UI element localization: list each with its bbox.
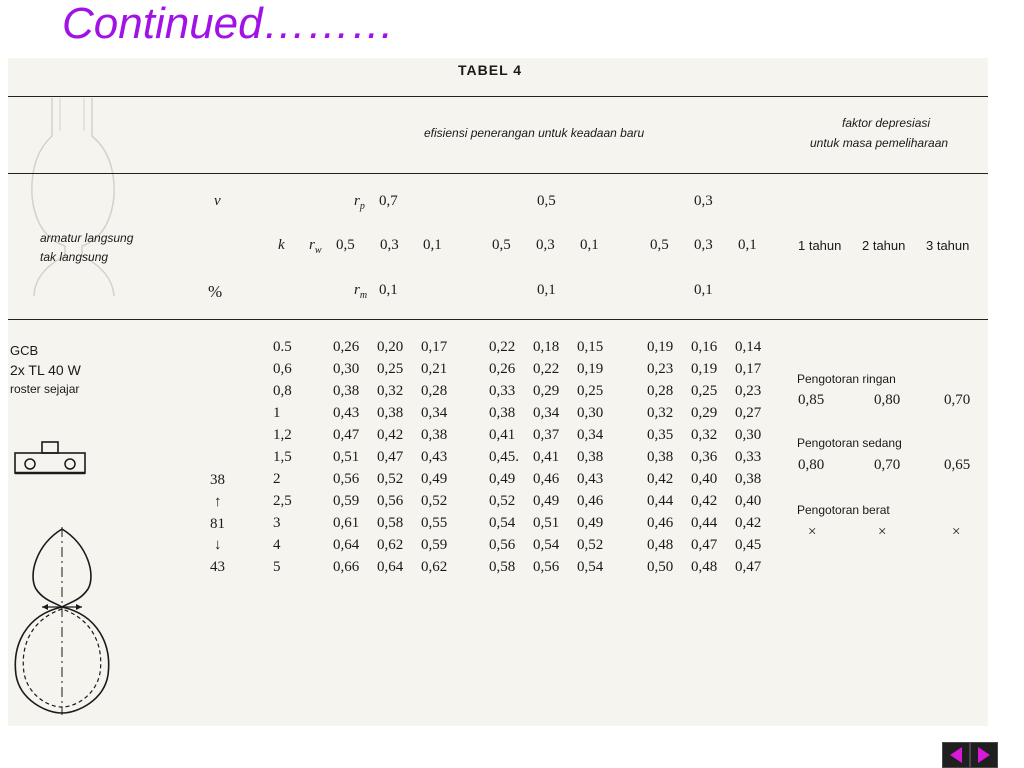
efficiency-cell: 0,43 — [421, 449, 448, 465]
depreciation-header-line1: faktor depresiasi — [842, 116, 931, 130]
rw-value: 0,1 — [738, 237, 757, 253]
dirt-medium-value: 0,65 — [944, 457, 971, 473]
efficiency-cell: 0,43 — [577, 471, 604, 487]
dirt-heavy-label: Pengotoran berat — [797, 503, 890, 517]
v-arrow-down: ↓ — [214, 537, 222, 553]
efficiency-cell: 0,38 — [489, 405, 516, 421]
rw-value: 0,5 — [492, 237, 511, 253]
rw-value: 0,5 — [336, 237, 355, 253]
efficiency-cell: 0,49 — [489, 471, 516, 487]
symbol-percent: % — [208, 282, 223, 301]
v-value: 43 — [210, 559, 225, 575]
ceiling-fixture-icon — [14, 440, 86, 476]
dirt-medium-value: 0,80 — [798, 457, 825, 473]
efficiency-cell: 0,32 — [377, 383, 404, 399]
v-value: 81 — [210, 516, 225, 532]
efficiency-cell: 0,54 — [533, 537, 560, 553]
efficiency-cell: 0,21 — [421, 361, 448, 377]
efficiency-cell: 0,44 — [691, 515, 718, 531]
efficiency-cell: 0,45. — [489, 449, 519, 465]
efficiency-cell: 0,49 — [533, 493, 560, 509]
efficiency-cell: 0,58 — [489, 559, 516, 575]
efficiency-cell: 0,50 — [647, 559, 674, 575]
efficiency-cell: 0,29 — [691, 405, 718, 421]
prev-slide-button[interactable] — [942, 742, 970, 768]
efficiency-cell: 0,58 — [377, 515, 404, 531]
table-title: TABEL 4 — [458, 62, 523, 78]
k-value: 2,5 — [273, 493, 292, 509]
rw-value: 0,1 — [580, 237, 599, 253]
efficiency-cell: 0,47 — [691, 537, 718, 553]
ghost-lamp-outline-icon — [20, 96, 130, 336]
fixture-type-label-1: armatur langsung — [40, 231, 134, 245]
efficiency-cell: 0,52 — [489, 493, 516, 509]
efficiency-cell: 0,18 — [533, 339, 560, 355]
prev-arrow-icon — [950, 747, 962, 763]
efficiency-cell: 0,59 — [421, 537, 448, 553]
efficiency-cell: 0,41 — [533, 449, 560, 465]
efficiency-cell: 0,52 — [377, 471, 404, 487]
rm-value: 0,1 — [537, 282, 556, 298]
efficiency-cell: 0,38 — [735, 471, 762, 487]
symbol-rw: $r_w$ — [309, 237, 322, 256]
efficiency-cell: 0,56 — [533, 559, 560, 575]
k-value: 3 — [273, 515, 281, 531]
k-value: 1,2 — [273, 427, 292, 443]
efficiency-cell: 0,38 — [377, 405, 404, 421]
k-value: 0,8 — [273, 383, 292, 399]
efficiency-cell: 0,49 — [421, 471, 448, 487]
v-arrow-up: ↑ — [214, 494, 222, 510]
efficiency-cell: 0,38 — [333, 383, 360, 399]
rp-value: 0,3 — [694, 193, 713, 209]
efficiency-cell: 0,54 — [577, 559, 604, 575]
efficiency-cell: 0,42 — [691, 493, 718, 509]
efficiency-cell: 0,40 — [691, 471, 718, 487]
efficiency-cell: 0,47 — [377, 449, 404, 465]
efficiency-cell: 0,46 — [533, 471, 560, 487]
year-header: 2 tahun — [862, 238, 906, 253]
efficiency-cell: 0,14 — [735, 339, 762, 355]
efficiency-cell: 0,33 — [489, 383, 516, 399]
rw-value: 0,3 — [380, 237, 399, 253]
efficiency-cell: 0,25 — [577, 383, 604, 399]
dirt-light-value: 0,80 — [874, 392, 901, 408]
efficiency-cell: 0,38 — [577, 449, 604, 465]
top-rule — [8, 96, 988, 97]
efficiency-cell: 0,34 — [533, 405, 560, 421]
efficiency-cell: 0,28 — [647, 383, 674, 399]
efficiency-cell: 0,42 — [735, 515, 762, 531]
symbol-rm: $r_m$ — [354, 282, 368, 301]
depreciation-header-line2: untuk masa pemeliharaan — [810, 136, 949, 150]
efficiency-cell: 0,47 — [735, 559, 762, 575]
dirt-heavy-value: × — [808, 524, 817, 540]
efficiency-cell: 0,29 — [533, 383, 560, 399]
efficiency-cell: 0,59 — [333, 493, 360, 509]
efficiency-cell: 0,44 — [647, 493, 674, 509]
k-value: 4 — [273, 537, 281, 553]
efficiency-cell: 0,51 — [533, 515, 560, 531]
efficiency-cell: 0,45 — [735, 537, 762, 553]
efficiency-cell: 0,33 — [735, 449, 762, 465]
body-rule — [8, 319, 988, 320]
efficiency-cell: 0,17 — [421, 339, 448, 355]
efficiency-cell: 0,23 — [647, 361, 674, 377]
efficiency-cell: 0,42 — [377, 427, 404, 443]
k-value: 0.5 — [273, 339, 292, 355]
efficiency-cell: 0,62 — [377, 537, 404, 553]
efficiency-cell: 0,64 — [377, 559, 404, 575]
fixture-lamp: 2x TL 40 W — [10, 362, 81, 378]
symbol-rp: $r_p$ — [354, 193, 365, 212]
efficiency-cell: 0,30 — [735, 427, 762, 443]
efficiency-cell: 0,46 — [647, 515, 674, 531]
efficiency-cell: 0,64 — [333, 537, 360, 553]
efficiency-cell: 0,30 — [577, 405, 604, 421]
efficiency-cell: 0,36 — [691, 449, 718, 465]
efficiency-cell: 0,49 — [577, 515, 604, 531]
rw-value: 0,3 — [536, 237, 555, 253]
fixture-name: GCB — [10, 343, 39, 358]
rm-value: 0,1 — [379, 282, 398, 298]
efficiency-cell: 0,30 — [333, 361, 360, 377]
dirt-heavy-value: × — [878, 524, 887, 540]
efficiency-cell: 0,35 — [647, 427, 674, 443]
efficiency-cell: 0,22 — [489, 339, 516, 355]
efficiency-cell: 0,55 — [421, 515, 448, 531]
efficiency-cell: 0,47 — [333, 427, 360, 443]
efficiency-cell: 0,22 — [533, 361, 560, 377]
fixture-louvre: roster sejajar — [10, 382, 80, 396]
efficiency-cell: 0,26 — [489, 361, 516, 377]
efficiency-cell: 0,56 — [377, 493, 404, 509]
k-value: 5 — [273, 559, 281, 575]
efficiency-cell: 0,19 — [577, 361, 604, 377]
efficiency-cell: 0,52 — [421, 493, 448, 509]
efficiency-cell: 0,56 — [333, 471, 360, 487]
rw-value: 0,5 — [650, 237, 669, 253]
year-header: 3 tahun — [926, 238, 970, 253]
k-value: 2 — [273, 471, 281, 487]
efficiency-cell: 0,37 — [533, 427, 560, 443]
dirt-light-value: 0,85 — [798, 392, 825, 408]
dirt-heavy-value: × — [952, 524, 961, 540]
efficiency-cell: 0,32 — [647, 405, 674, 421]
symbol-k: k — [278, 237, 285, 253]
efficiency-cell: 0,15 — [577, 339, 604, 355]
efficiency-cell: 0,23 — [735, 383, 762, 399]
efficiency-cell: 0,48 — [647, 537, 674, 553]
efficiency-cell: 0,19 — [691, 361, 718, 377]
rw-value: 0,1 — [423, 237, 442, 253]
efficiency-cell: 0,61 — [333, 515, 360, 531]
dirt-medium-label: Pengotoran sedang — [797, 436, 902, 450]
efficiency-cell: 0,40 — [735, 493, 762, 509]
efficiency-cell: 0,16 — [691, 339, 718, 355]
efficiency-cell: 0,17 — [735, 361, 762, 377]
slide-title: Continued……… — [62, 0, 395, 48]
efficiency-cell: 0,46 — [577, 493, 604, 509]
k-value: 1 — [273, 405, 281, 421]
efficiency-cell: 0,41 — [489, 427, 516, 443]
efficiency-cell: 0,26 — [333, 339, 360, 355]
efficiency-cell: 0,32 — [691, 427, 718, 443]
efficiency-cell: 0,27 — [735, 405, 762, 421]
year-header: 1 tahun — [798, 238, 842, 253]
dirt-medium-value: 0,70 — [874, 457, 901, 473]
efficiency-cell: 0,42 — [647, 471, 674, 487]
efficiency-cell: 0,66 — [333, 559, 360, 575]
efficiency-cell: 0,48 — [691, 559, 718, 575]
efficiency-cell: 0,38 — [647, 449, 674, 465]
efficiency-cell: 0,56 — [489, 537, 516, 553]
k-value: 1,5 — [273, 449, 292, 465]
symbol-v: v — [214, 193, 221, 209]
rp-value: 0,5 — [537, 193, 556, 209]
fixture-type-label-2: tak langsung — [40, 250, 109, 264]
rp-value: 0,7 — [379, 193, 398, 209]
efficiency-cell: 0,38 — [421, 427, 448, 443]
efficiency-cell: 0,25 — [691, 383, 718, 399]
efficiency-cell: 0,34 — [421, 405, 448, 421]
efficiency-cell: 0,51 — [333, 449, 360, 465]
efficiency-header: efisiensi penerangan untuk keadaan baru — [424, 126, 645, 140]
efficiency-cell: 0,43 — [333, 405, 360, 421]
header-rule — [8, 173, 988, 174]
next-arrow-icon — [978, 747, 990, 763]
efficiency-cell: 0,54 — [489, 515, 516, 531]
efficiency-cell: 0,19 — [647, 339, 674, 355]
efficiency-cell: 0,28 — [421, 383, 448, 399]
v-value: 38 — [210, 472, 225, 488]
efficiency-cell: 0,20 — [377, 339, 404, 355]
efficiency-cell: 0,62 — [421, 559, 448, 575]
next-slide-button[interactable] — [970, 742, 998, 768]
dirt-light-label: Pengotoran ringan — [797, 372, 896, 386]
dirt-light-value: 0,70 — [944, 392, 971, 408]
rw-value: 0,3 — [694, 237, 713, 253]
k-value: 0,6 — [273, 361, 292, 377]
efficiency-cell: 0,52 — [577, 537, 604, 553]
rm-value: 0,1 — [694, 282, 713, 298]
light-distribution-curve-icon — [6, 525, 118, 717]
efficiency-cell: 0,34 — [577, 427, 604, 443]
efficiency-cell: 0,25 — [377, 361, 404, 377]
